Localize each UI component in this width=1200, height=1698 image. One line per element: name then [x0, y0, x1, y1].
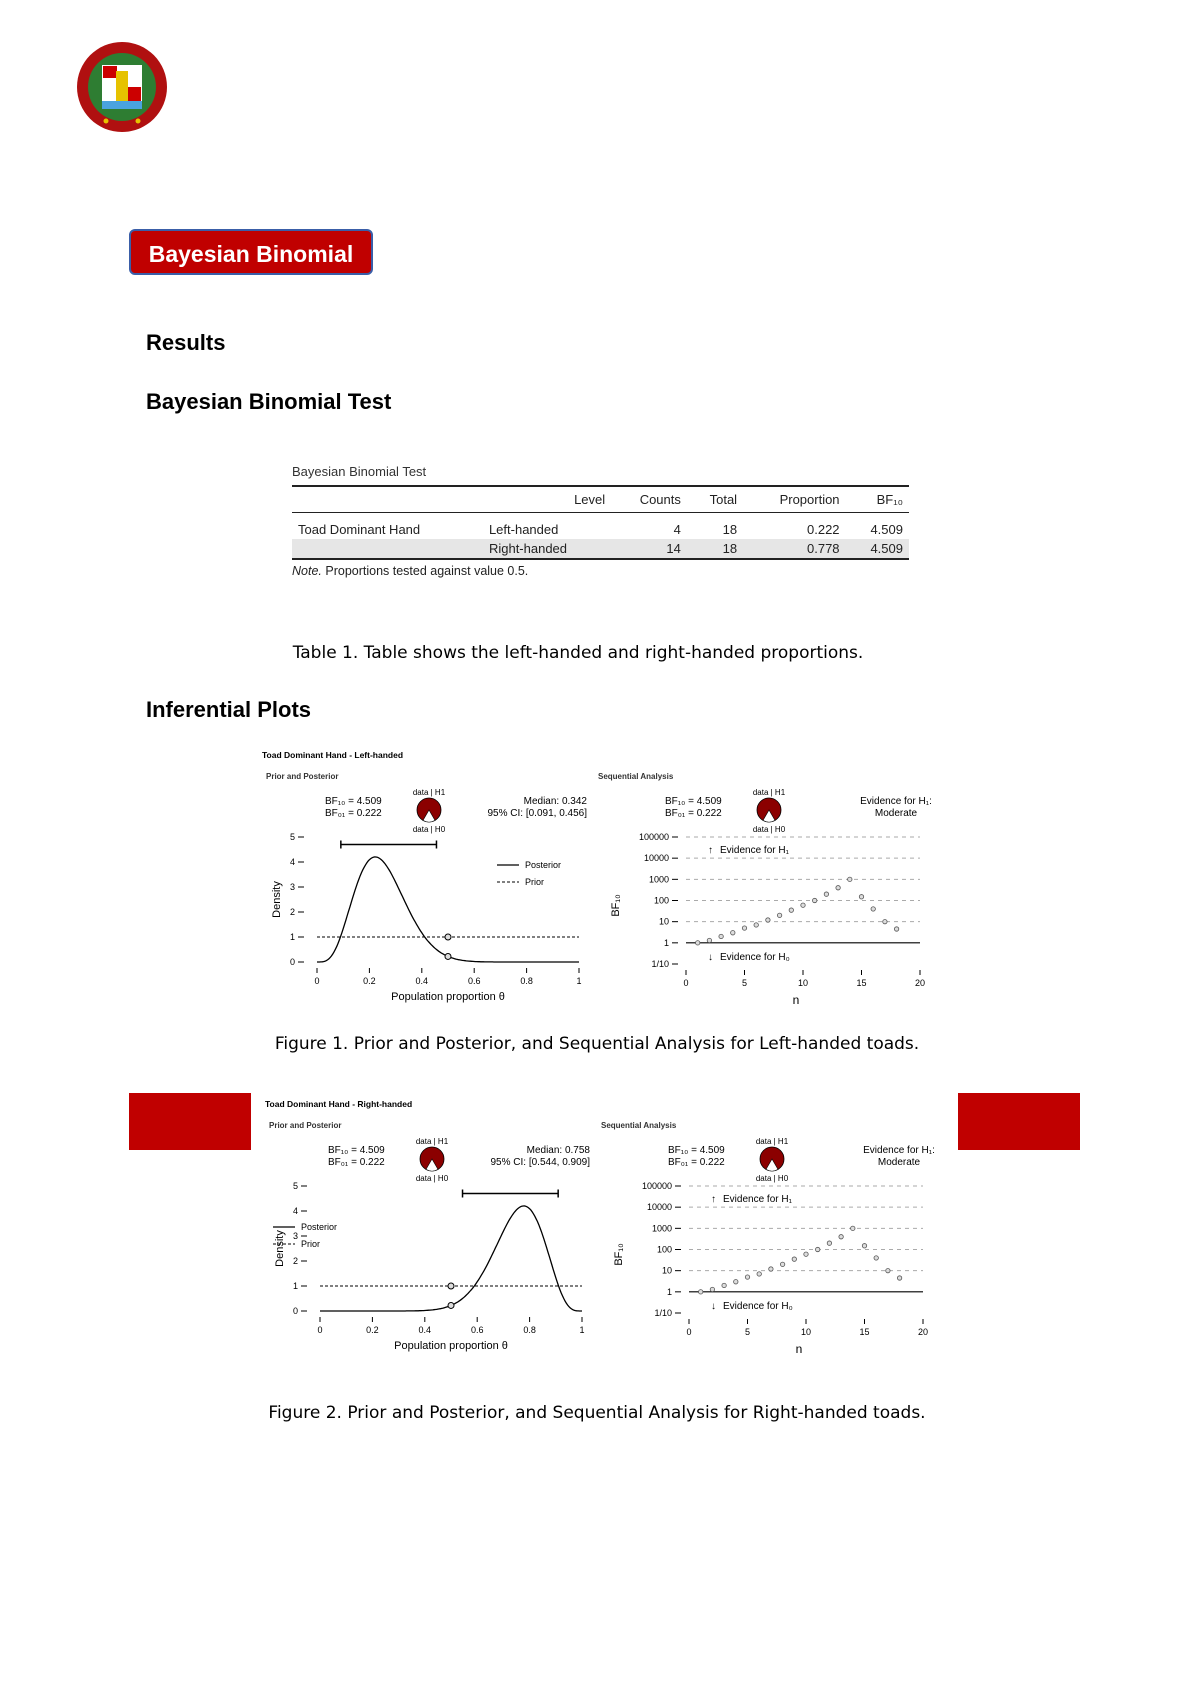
pizza-label-h1: data | H1: [415, 1137, 449, 1146]
evidence-h0-label: Evidence for H₀: [723, 1301, 793, 1312]
seq-data-point: [766, 918, 770, 922]
seq-data-point: [883, 919, 887, 923]
figure-title: Toad Dominant Hand - Left-handed: [262, 750, 404, 760]
evidence-h0-label: Evidence for H₀: [720, 952, 790, 963]
seq-x-tick-label: 20: [914, 978, 926, 988]
pp-subtitle: Prior and Posterior: [269, 1121, 342, 1130]
seq-data-point: [862, 1244, 866, 1248]
seq-y-tick-label: 1000: [648, 874, 669, 885]
note-text: Proportions tested against value 0.5.: [321, 563, 529, 578]
pizza-label-h1: data | H1: [755, 1137, 789, 1146]
seq-data-point: [792, 1257, 796, 1261]
seq-data-point: [699, 1290, 703, 1294]
seq-subtitle: Sequential Analysis: [598, 772, 674, 781]
seq-y-tick-label: 10000: [643, 853, 669, 864]
cell-proportion: 0.778: [743, 539, 845, 559]
col-header-counts: Counts: [611, 486, 687, 513]
cell-counts: 14: [611, 539, 687, 559]
y-tick-label: 1: [289, 932, 295, 942]
seq-subtitle: Sequential Analysis: [601, 1121, 677, 1130]
seq-x-tick-label: 15: [859, 1327, 870, 1337]
seq-y-tick-label: 10: [661, 1265, 672, 1276]
x-tick-label: 0.2: [366, 1325, 379, 1335]
x-tick-label: 0.8: [523, 1325, 536, 1335]
seq-data-point: [745, 1275, 749, 1279]
table-title: Bayesian Binomial Test: [292, 464, 427, 479]
seq-y-tick-label: 1: [663, 937, 669, 948]
seq-y-tick-label: 100: [656, 1244, 672, 1255]
prior-point: [445, 934, 451, 940]
cell-counts: 4: [673, 521, 681, 537]
seq-data-point: [897, 1276, 901, 1280]
test-heading: Bayesian Binomial Test: [146, 389, 392, 414]
seq-data-point: [707, 938, 711, 942]
legend-prior: Prior: [525, 877, 545, 887]
university-seal-logo: [76, 41, 168, 133]
table-header-row: [292, 486, 909, 513]
x-tick-label: 0.4: [415, 976, 429, 986]
bf10-label: BF₁₀ = 4.509: [328, 1145, 385, 1156]
posterior-point: [445, 953, 451, 959]
seq-data-point: [827, 1241, 831, 1245]
figure-left-handed: [262, 748, 932, 1016]
seq-data-point: [710, 1287, 714, 1291]
figure-right-handed: [265, 1097, 935, 1365]
seq-y-tick-label: 100000: [638, 832, 669, 842]
pp-subtitle: Prior and Posterior: [266, 772, 339, 781]
y-tick-label: 0: [292, 1306, 298, 1316]
seq-x-tick-label: 0: [686, 1327, 692, 1337]
evidence-level: Moderate: [874, 808, 918, 819]
seq-data-point: [777, 913, 781, 917]
table-caption: Table 1. Table shows the left-handed and right-handed proportions.: [292, 643, 864, 663]
y-tick-label: 0: [289, 957, 295, 967]
seq-data-point: [886, 1268, 890, 1272]
seq-y-tick-label: 1/10: [654, 1308, 672, 1318]
seq-bf01-label: BF₀₁ = 0.222: [665, 808, 722, 819]
seq-x-tick-label: 10: [797, 978, 809, 988]
seq-data-point: [816, 1247, 820, 1251]
y-tick-label: 5: [292, 1181, 298, 1191]
pizza-label-h0: data | H0: [415, 1174, 449, 1183]
seq-y-tick-label: 100: [653, 895, 669, 906]
y-tick-label: 3: [289, 882, 295, 892]
arrow-up-icon: ↑: [708, 845, 713, 856]
seq-bf10-label: BF₁₀ = 4.509: [668, 1145, 725, 1156]
x-tick-label: 0.6: [467, 976, 481, 986]
seq-data-point: [780, 1262, 784, 1266]
x-axis-label: Population proportion θ: [391, 991, 505, 1003]
bf10-label: BF₁₀ = 4.509: [325, 796, 382, 807]
seq-y-tick-label: 10: [658, 916, 669, 927]
x-tick-label: 0: [314, 976, 320, 986]
seq-y-tick-label: 1: [666, 1286, 672, 1297]
x-tick-label: 1: [576, 976, 582, 986]
seq-data-point: [851, 1226, 855, 1230]
pizza-label-h0: data | H0: [412, 825, 446, 834]
cell-bf10: 4.509: [846, 539, 909, 559]
seq-data-point: [874, 1256, 878, 1260]
seq-data-point: [722, 1283, 726, 1287]
legend-prior: Prior: [301, 1239, 321, 1249]
table-row: [292, 539, 909, 559]
arrow-up-icon: ↑: [711, 1194, 716, 1205]
figure-title: Toad Dominant Hand - Right-handed: [265, 1099, 413, 1109]
seq-y-axis-label: BF₁₀: [610, 894, 622, 917]
seq-data-point: [836, 886, 840, 890]
seq-data-point: [696, 941, 700, 945]
col-header-bf10: BF₁₀: [846, 486, 909, 513]
figure-2-caption: Figure 2. Prior and Posterior, and Sequential Analysis for Right-handed toads.: [268, 1403, 926, 1423]
seq-data-point: [757, 1272, 761, 1276]
cell-variable: Toad Dominant Hand: [298, 521, 421, 537]
seq-x-tick-label: 20: [917, 1327, 929, 1337]
results-table: [292, 464, 909, 578]
y-tick-label: 3: [292, 1231, 298, 1241]
median-label: Median: 0.758: [526, 1145, 590, 1156]
posterior-curve: [320, 1206, 582, 1311]
y-tick-label: 5: [289, 832, 295, 842]
seq-bf01-label: BF₀₁ = 0.222: [668, 1157, 725, 1168]
y-tick-label: 4: [292, 1206, 298, 1216]
prior-point: [448, 1283, 454, 1289]
seq-y-axis-label: BF₁₀: [613, 1243, 625, 1266]
cell-total: 18: [687, 539, 743, 559]
legend-posterior: Posterior: [301, 1222, 338, 1232]
section-title-badge: Bayesian Binomial: [129, 229, 373, 275]
posterior-curve: [317, 857, 579, 962]
ci-label: 95% CI: [0.544, 0.909]: [490, 1157, 590, 1168]
posterior-point: [448, 1302, 454, 1308]
arrow-down-icon: ↓: [711, 1301, 716, 1312]
x-tick-label: 0.4: [418, 1325, 432, 1335]
seq-y-tick-label: 100000: [641, 1181, 672, 1191]
seq-x-tick-label: 15: [856, 978, 867, 988]
seq-data-point: [848, 877, 852, 881]
seq-data-point: [839, 1235, 843, 1239]
cell-proportion: 0.222: [807, 521, 840, 537]
seq-data-point: [719, 934, 723, 938]
bf01-label: BF₀₁ = 0.222: [328, 1157, 385, 1168]
seq-y-tick-label: 1/10: [651, 959, 669, 969]
seq-y-tick-label: 10000: [646, 1202, 672, 1213]
x-tick-label: 0.6: [470, 1325, 484, 1335]
legend-posterior: Posterior: [525, 860, 562, 870]
col-header-total: Total: [687, 486, 743, 513]
col-header-level: Level: [483, 486, 611, 513]
pizza-label-h0: data | H0: [755, 1174, 789, 1183]
y-axis-label: Density: [274, 1230, 286, 1267]
seq-data-point: [824, 892, 828, 896]
pizza-label-h0: data | H0: [752, 825, 786, 834]
seq-data-point: [734, 1280, 738, 1284]
seq-data-point: [731, 931, 735, 935]
x-axis-label: Population proportion θ: [394, 1340, 508, 1352]
results-heading: Results: [146, 330, 226, 355]
y-tick-label: 4: [289, 857, 295, 867]
evidence-level: Moderate: [877, 1157, 921, 1168]
table-note: [292, 564, 909, 578]
cell-bf10: 4.509: [870, 521, 903, 537]
red-decor-block-right: [958, 1093, 1080, 1150]
median-label: Median: 0.342: [523, 796, 587, 807]
evidence-h1-label: Evidence for H₁: [720, 845, 789, 856]
seq-data-point: [871, 907, 875, 911]
seq-data-point: [789, 908, 793, 912]
cell-level: Left-handed: [488, 521, 559, 537]
y-tick-label: 2: [292, 1256, 298, 1266]
y-tick-label: 2: [289, 907, 295, 917]
seq-x-tick-label: 5: [741, 978, 748, 988]
seq-x-tick-label: 10: [800, 1327, 812, 1337]
y-tick-label: 1: [292, 1281, 298, 1291]
seq-data-point: [859, 895, 863, 899]
x-tick-label: 0.8: [520, 976, 533, 986]
seq-x-axis-label: n: [795, 1342, 803, 1356]
x-tick-label: 0: [317, 1325, 323, 1335]
pizza-label-h1: data | H1: [412, 788, 446, 797]
seq-data-point: [813, 898, 817, 902]
seq-bf10-label: BF₁₀ = 4.509: [665, 796, 722, 807]
seq-x-axis-label: n: [792, 993, 800, 1007]
evidence-label: Evidence for H₁:: [860, 796, 932, 807]
evidence-label: Evidence for H₁:: [863, 1145, 935, 1156]
figure-1-caption: Figure 1. Prior and Posterior, and Sequential Analysis for Left-handed toads.: [274, 1034, 920, 1054]
table-row: [292, 513, 909, 539]
cell-variable: [292, 539, 483, 559]
y-axis-label: Density: [271, 881, 283, 918]
seq-data-point: [769, 1267, 773, 1271]
cell-total: 18: [722, 521, 738, 537]
evidence-h1-label: Evidence for H₁: [723, 1194, 792, 1205]
arrow-down-icon: ↓: [708, 952, 713, 963]
red-decor-block-left: [129, 1093, 251, 1150]
seq-data-point: [801, 903, 805, 907]
seq-y-tick-label: 1000: [651, 1223, 672, 1234]
seq-x-tick-label: 0: [683, 978, 689, 988]
ci-label: 95% CI: [0.091, 0.456]: [487, 808, 587, 819]
seq-data-point: [742, 926, 746, 930]
pizza-label-h1: data | H1: [752, 788, 786, 797]
x-tick-label: 0.2: [363, 976, 376, 986]
seq-data-point: [804, 1252, 808, 1256]
x-tick-label: 1: [579, 1325, 585, 1335]
col-header-proportion: Proportion: [743, 486, 845, 513]
seq-x-tick-label: 5: [744, 1327, 751, 1337]
bf01-label: BF₀₁ = 0.222: [325, 808, 382, 819]
seq-data-point: [754, 923, 758, 927]
plots-heading: Inferential Plots: [146, 697, 312, 722]
seq-data-point: [894, 927, 898, 931]
note-label: Note.: [292, 563, 322, 578]
col-header: [292, 486, 483, 513]
cell-level: Right-handed: [483, 539, 611, 559]
